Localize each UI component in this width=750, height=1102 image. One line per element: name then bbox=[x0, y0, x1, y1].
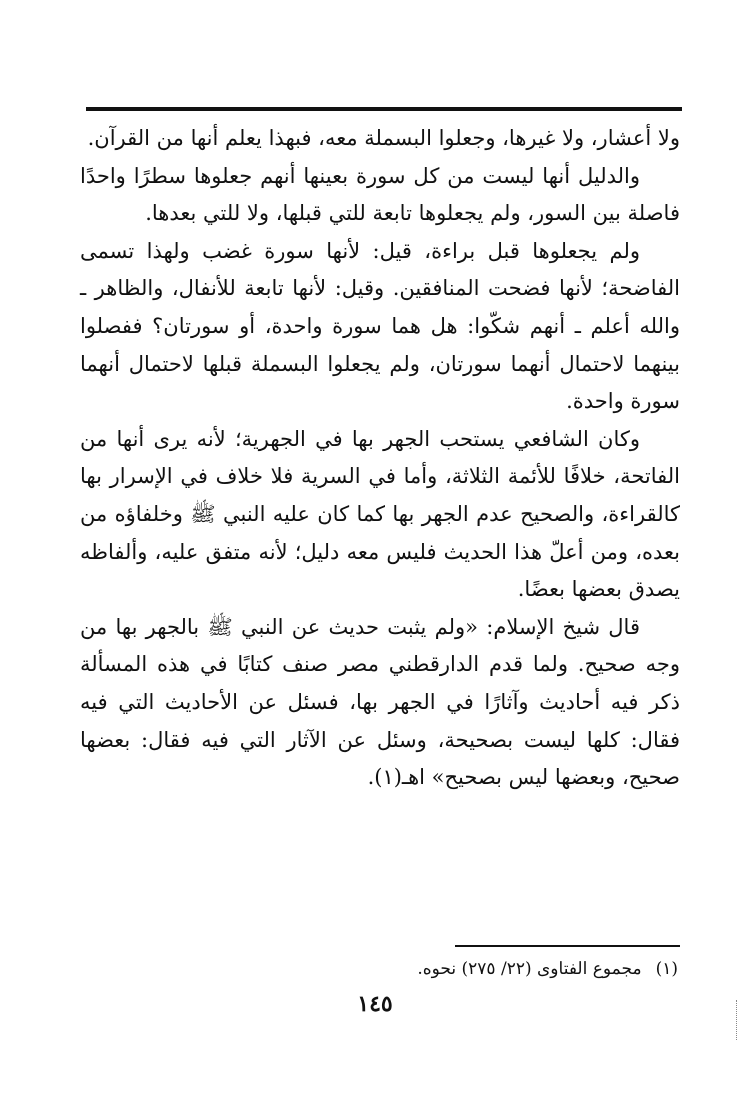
footnote-rule bbox=[455, 945, 680, 947]
header-rule bbox=[86, 107, 682, 111]
scan-edge-mark bbox=[736, 1000, 740, 1040]
footnote-number: (١) bbox=[655, 959, 678, 979]
paragraph-3: ولم يجعلوها قبل براءة، قيل: لأنها سورة غضب ولهذا تسمى الفاضحة؛ لأنها فضحت المنافقين. وقيل: لأنها تابعة للأنفال، والظاهر ـ والله أعلم ـ أنهم شكّوا: هل هما سورة واحدة، أو سورتان؟ ففصلوا بينهما لاحتمال أنهما سورتان، ولم يجعلوا البسملة قبلها لاحتمال أنهما سورة واحدة. bbox=[80, 238, 680, 414]
footnote bbox=[78, 955, 678, 983]
page-number: ١٤٥ bbox=[357, 991, 393, 1017]
paragraph-2: والدليل أنها ليست من كل سورة بعينها أنهم جعلوها سطرًا واحدًا فاصلة بين السور، ولم يجعلوها تابعة للتي قبلها، ولا للتي بعدها. bbox=[80, 163, 680, 226]
paragraph-4: وكان الشافعي يستحب الجهر بها في الجهرية؛ لأنه يرى أنها من الفاتحة، خلافًا للأئمة الثلاثة، وأما في السرية فلا خلاف في الإسرار بها كالقراءة، والصحيح عدم الجهر بها كما كان عليه النبي ﷺ وخلفاؤه من بعده، ومن أعلّ هذا الحديث فليس معه دليل؛ لأنه متفق عليه، وألفاظه يصدق بعضها بعضًا. bbox=[80, 426, 680, 602]
footnote-text: مجموع الفتاوى (٢٢/ ٢٧٥) نحوه. bbox=[417, 959, 642, 979]
paragraph-5: قال شيخ الإسلام: «ولم يثبت حديث عن النبي ﷺ بالجهر بها من وجه صحيح. ولما قدم الدارقطني مصر صنف كتابًا في هذه المسألة ذكر فيه أحاديث وآثارًا في الجهر بها، فسئل عن الأحاديث التي فيه فقال: كلها ليست بصحيحة، وسئل عن الآثار التي فيه فقال: بعضها صحيح، وبعضها ليس بصحيح» اهـ(١). bbox=[80, 614, 680, 790]
paragraph-1: ولا أعشار، ولا غيرها، وجعلوا البسملة معه، فبهذا يعلم أنها من القرآن. bbox=[87, 126, 680, 150]
main-text bbox=[80, 120, 680, 797]
